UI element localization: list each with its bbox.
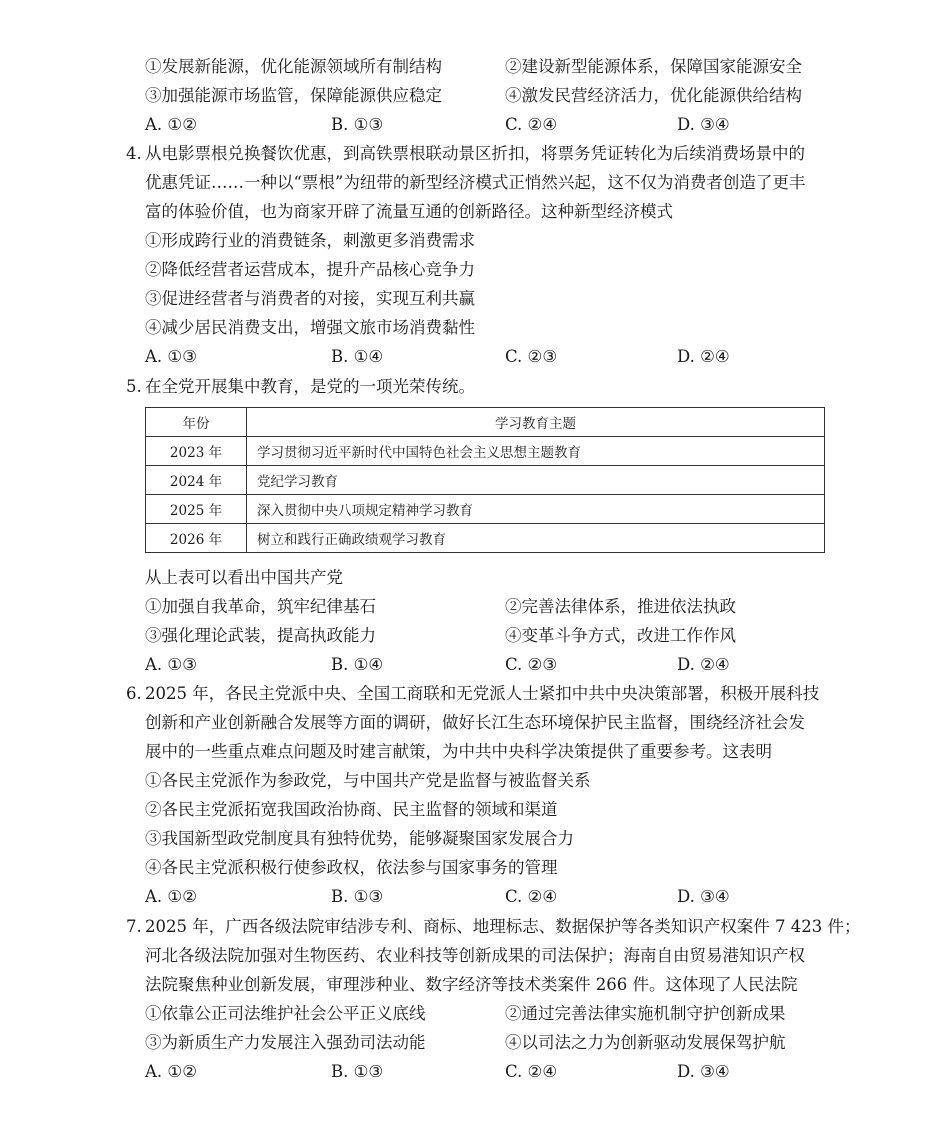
table-cell-theme: 深入贯彻中央八项规定精神学习教育 [247,495,825,524]
q3-choice-b: B. ①③ [331,115,384,134]
table-header-year: 年份 [146,408,247,437]
table-header-theme: 学习教育主题 [247,408,825,437]
q5-option-3: ③强化理论武装，提高执政能力 [145,626,376,645]
q6-number: 6. [126,684,142,703]
q5-after-table: 从上表可以看出中国共产党 [145,568,343,587]
q4-option-1: ①形成跨行业的消费链条，刺激更多消费需求 [145,231,475,250]
q3-option-3: ③加强能源市场监管，保障能源供应稳定 [145,86,442,105]
education-table [145,407,825,553]
q6-choice-a: A. ①② [145,887,197,906]
q4-stem-line-3: 富的体验价值，也为商家开辟了流量互通的创新路径。这种新型经济模式 [145,202,673,221]
q7-choice-a: A. ①② [145,1062,197,1081]
q3-option-2: ②建设新型能源体系，保障国家能源安全 [505,57,802,76]
table-cell-theme: 树立和践行正确政绩观学习教育 [247,524,825,553]
q4-option-2: ②降低经营者运营成本，提升产品核心竞争力 [145,260,475,279]
table-cell-year: 2025 年 [146,495,247,524]
q3-choice-d: D. ③④ [677,115,730,134]
q4-stem-line-1: 从电影票根兑换餐饮优惠，到高铁票根联动景区折扣，将票务凭证转化为后续消费场景中的 [145,144,805,163]
table-cell-year: 2026 年 [146,524,247,553]
q4-choice-d: D. ②④ [677,347,730,366]
table-row [146,466,825,495]
q5-option-2: ②完善法律体系，推进依法执政 [505,597,736,616]
q7-stem-line-1: 2025 年，广西各级法院审结涉专利、商标、地理标志、数据保护等各类知识产权案件 7 423 件； [145,917,861,936]
q7-number: 7. [126,917,142,936]
q7-stem-line-3: 法院聚焦种业创新发展，审理涉种业、数字经济等技术类案件 266 件。这体现了人民法院 [145,975,798,994]
q7-choice-b: B. ①③ [331,1062,384,1081]
q4-choice-b: B. ①④ [331,347,384,366]
q7-choice-c: C. ②④ [505,1062,558,1081]
q5-stem: 在全党开展集中教育，是党的一项光荣传统。 [145,377,475,396]
q6-option-3: ③我国新型政党制度具有独特优势，能够凝聚国家发展合力 [145,829,574,848]
q7-option-3: ③为新质生产力发展注入强劲司法动能 [145,1033,426,1052]
q3-choice-a: A. ①② [145,115,197,134]
q6-stem-line-3: 展中的一些重点难点问题及时建言献策，为中共中央科学决策提供了重要参考。这表明 [145,742,772,761]
table-cell-theme: 学习贯彻习近平新时代中国特色社会主义思想主题教育 [247,437,825,466]
q4-choice-c: C. ②③ [505,347,558,366]
q7-choice-d: D. ③④ [677,1062,730,1081]
q6-choice-b: B. ①③ [331,887,384,906]
q4-number: 4. [126,144,142,163]
table-header-row [146,408,825,437]
q6-choice-d: D. ③④ [677,887,730,906]
table-row [146,437,825,466]
q5-number: 5. [126,377,142,396]
q6-option-4: ④各民主党派积极行使参政权，依法参与国家事务的管理 [145,858,558,877]
q7-option-2: ②通过完善法律实施机制守护创新成果 [505,1004,786,1023]
q5-option-4: ④变革斗争方式，改进工作作风 [505,626,736,645]
q4-stem-line-2: 优惠凭证……一种以“票根”为纽带的新型经济模式正悄然兴起，这不仅为消费者创造了更丰 [145,173,806,192]
q3-option-4: ④激发民营经济活力，优化能源供给结构 [505,86,802,105]
table-row [146,495,825,524]
table-cell-year: 2024 年 [146,466,247,495]
table-cell-year: 2023 年 [146,437,247,466]
q5-choice-b: B. ①④ [331,655,384,674]
q6-stem-line-1: 2025 年，各民主党派中央、全国工商联和无党派人士紧扣中共中央决策部署，积极开展科技 [145,684,820,703]
q6-stem-line-2: 创新和产业创新融合发展等方面的调研，做好长江生态环境保护民主监督，围绕经济社会发 [145,713,805,732]
q5-choice-c: C. ②③ [505,655,558,674]
q3-choice-c: C. ②④ [505,115,558,134]
q3-option-1: ①发展新能源，优化能源领域所有制结构 [145,57,442,76]
q4-choice-a: A. ①③ [145,347,197,366]
q4-option-3: ③促进经营者与消费者的对接，实现互利共赢 [145,289,475,308]
q4-option-4: ④减少居民消费支出，增强文旅市场消费黏性 [145,318,475,337]
q7-stem-line-2: 河北各级法院加强对生物医药、农业科技等创新成果的司法保护；海南自由贸易港知识产权 [145,946,805,965]
q5-choice-d: D. ②④ [677,655,730,674]
q6-option-1: ①各民主党派作为参政党，与中国共产党是监督与被监督关系 [145,771,591,790]
q7-option-4: ④以司法之力为创新驱动发展保驾护航 [505,1033,786,1052]
q5-choice-a: A. ①③ [145,655,197,674]
q6-option-2: ②各民主党派拓宽我国政治协商、民主监督的领域和渠道 [145,800,558,819]
table-row [146,524,825,553]
table-cell-theme: 党纪学习教育 [247,466,825,495]
q6-choice-c: C. ②④ [505,887,558,906]
q5-option-1: ①加强自我革命，筑牢纪律基石 [145,597,376,616]
q7-option-1: ①依靠公正司法维护社会公平正义底线 [145,1004,426,1023]
